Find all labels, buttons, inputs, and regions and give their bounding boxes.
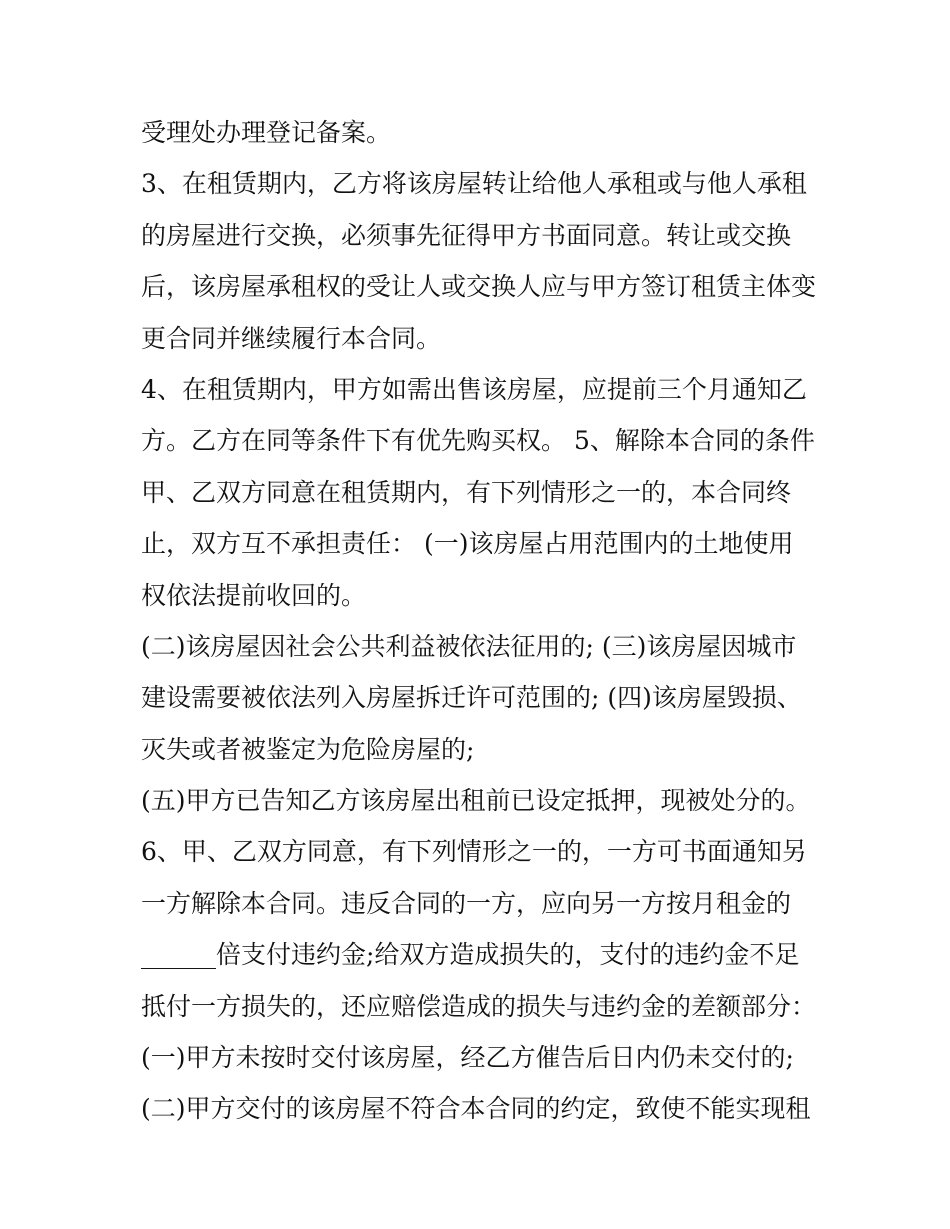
text-line: (五)甲方已告知乙方该房屋出租前已设定抵押，现被处分的。	[141, 786, 811, 816]
text-line: 方。乙方在同等条件下有优先购买权。 5、解除本合同的条件	[141, 426, 815, 456]
text-line: 3、在租赁期内，乙方将该房屋转让给他人承租或与他人承租	[141, 169, 807, 199]
text-line: (二)该房屋因社会公共利益被依法征用的; (三)该房屋因城市	[141, 631, 797, 661]
text-line: ______倍支付违约金;给双方造成损失的，支付的违约金不足	[141, 940, 800, 970]
text-line: 权依法提前收回的。	[141, 580, 367, 610]
text-line: 甲、乙双方同意在租赁期内，有下列情形之一的，本合同终	[141, 477, 792, 507]
text-line: (一)甲方未按时交付该房屋，经乙方催告后日内仍未交付的;	[141, 1043, 794, 1073]
contract-text-body	[141, 107, 831, 1135]
text-line: 灭失或者被鉴定为危险房屋的;	[141, 734, 475, 764]
text-line: (二)甲方交付的该房屋不符合本合同的约定，致使不能实现租	[141, 1094, 811, 1124]
text-line: 4、在租赁期内，甲方如需出售该房屋，应提前三个月通知乙	[141, 374, 807, 404]
text-line: 止，双方互不承担责任： (一)该房屋占用范围内的土地使用	[141, 529, 794, 559]
text-line: 的房屋进行交换，必须事先征得甲方书面同意。转让或交换	[141, 220, 792, 250]
text-line: 抵付一方损失的，还应赔偿造成的损失与违约金的差额部分：	[141, 991, 817, 1021]
text-line: 建设需要被依法列入房屋拆迁许可范围的; (四)该房屋毁损、	[141, 683, 802, 713]
text-line: 受理处办理登记备案。	[141, 118, 392, 147]
text-line: 后，该房屋承租权的受让人或交换人应与甲方签订租赁主体变	[141, 272, 817, 302]
text-line: 更合同并继续履行本合同。	[141, 323, 442, 353]
text-line: 一方解除本合同。违反合同的一方，应向另一方按月租金的	[141, 888, 792, 918]
text-line: 6、甲、乙双方同意，有下列情形之一的，一方可书面通知另	[141, 837, 807, 867]
